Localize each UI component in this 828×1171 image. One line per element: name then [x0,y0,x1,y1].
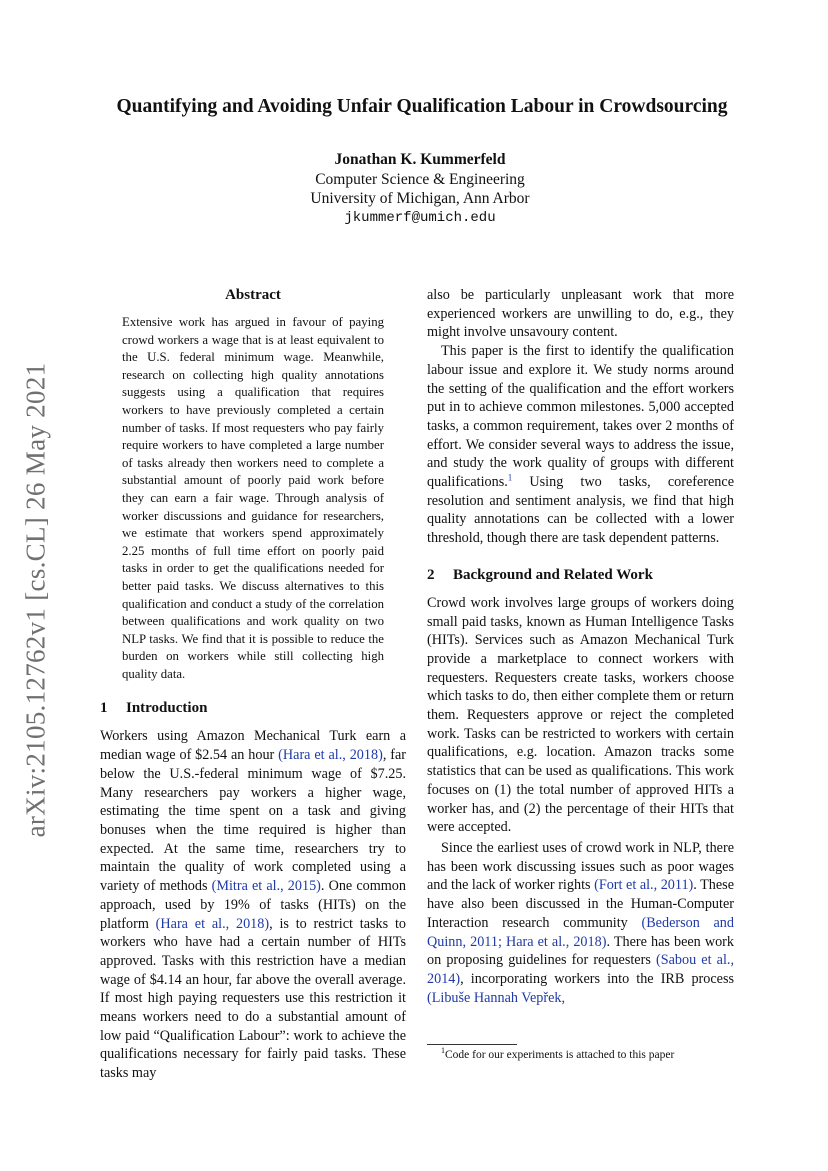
author-name: Jonathan K. Kummerfeld [334,151,506,168]
author-block [200,150,640,228]
citation-link[interactable]: (Fort et al., 2011) [594,877,694,894]
footnote [427,1048,734,1062]
background-paragraph-2 [427,839,734,1007]
text-run: Workers using Amazon Mechanical Turk earn a median wage of $2.54 an hour [100,728,406,764]
text-run: Using two tasks, coreference resolution and sentiment analysis, we find that high quality annotations can be collected with a lower threshold, though there are task dependent patterns. [427,474,734,547]
citation-link[interactable]: (Mitra et al., 2015) [211,878,321,895]
section-heading-background [427,566,734,584]
footnote-number: 1 [441,1046,445,1056]
intro-paragraph-2 [427,342,734,548]
text-run: . These have also been discussed in the Human-Computer Interaction research community [427,877,735,931]
right-column [427,286,734,1007]
abstract-text: Extensive work has argued in favour of paying crowd workers a wage that is at least equivalent to the U.S. federal minimum wage. Meanwhile, research on collecting high quality annotations suggests using a qualification that requires workers to have previously completed a certain number of tasks. If most requesters who pay fairly require workers to have completed a large number of tasks already then workers need to complete a substantial amount of poorly paid work before they can earn a fair wage. Through analysis of worker discussions and guidance for researchers, we estimate that workers spend approximately 2.25 months of full time effort on poorly paid tasks in order to get the qualifications needed for better paid tasks. We discuss alternatives to this qualification and conduct a study of the correlation between qualifications and work quality on two NLP tasks. We find that it is possible to reduce the burden on workers while still collecting high quality data. [122,315,384,681]
citation-link[interactable]: (Bederson and Quinn, 2011; Hara et al., 2018) [427,914,734,950]
text-run: , incorporating workers into the IRB process [460,970,734,987]
footnote-text: Code for our experiments is attached to this paper [445,1049,675,1061]
text-run: This paper is the first to identify the qualification labour issue and explore it. We study norms around the setting of the qualification and the effort workers put in to achieve common milestones. 5,000 accepted tasks, a common requirement, takes over 2 months of effort. We consider several ways to address the issue, and study the work quality of groups with different qualifications. [427,343,734,491]
left-column [100,286,406,1083]
text-run: . One common approach, used by 19% of tasks (HITs) on the platform [100,878,406,932]
citation-link[interactable]: (Hara et al., 2018) [278,747,383,764]
citation-link[interactable]: (Libuše Hannah Vepřek, [427,989,566,1006]
section-number: 1 [100,700,108,717]
footnote-divider [427,1044,517,1045]
author-email: jkummerf@umich.edu [344,209,496,226]
text-run: , is to restrict tasks to workers who have had a certain number of HITs approved. Tasks with this restriction have a median wage of $4.14 an hour, far above the overall average. If most high paying requesters use this restriction it means workers need to do a substantial amount of low paid “Qualification Labour”: work to achieve the qualifications necessary for fairly paid tasks. These tasks may [100,915,406,1082]
section-title: Introduction [126,700,208,717]
author-department: Computer Science & Engineering [315,170,525,188]
author-university: University of Michigan, Ann Arbor [310,190,530,207]
text-run: . There has been work on proposing guidelines for requesters [427,933,734,969]
section-heading-introduction [100,699,406,717]
arxiv-identifier [16,350,56,850]
citation-link[interactable]: (Hara et al., 2018) [155,915,270,932]
abstract-heading: Abstract [225,287,281,303]
intro-paragraph-1 [100,727,406,1082]
text-run: Since the earliest uses of crowd work in NLP, there has been work discussing issues such as poor wages and the lack of worker rights [427,839,734,894]
background-paragraph-1: Crowd work involves large groups of workers doing small paid tasks, known as Human Intelligence Tasks (HITs). Services such as Amazon Mechanical Turk provide a marketplace to connect workers with requesters. Requesters create tasks, workers choose which tasks to do, then either complete them or return them. Requesters approve or reject the completed work. Tasks can be restricted to workers with certain qualifications, e.g. location. Amazon tracks some statistics that can be used as qualifications. This work focuses on (1) the total number of approved HITs a worker has, and (2) the percentage of their HITs that were accepted. [427,594,734,836]
intro-paragraph-1-continued: also be particularly unpleasant work that more experienced workers are unwilling to do, e.g., they might involve unsavoury content. [427,287,734,341]
section-number: 2 [427,566,435,583]
text-run: , far below the U.S.-federal minimum wage of $7.25. Many researchers pay workers a higher wage, estimating the time spent on a task and giving bonuses when the time required is higher than expected. At the same time, researchers try to maintain the quality of work completed using a variety of methods [100,747,406,895]
footnote-marker[interactable]: 1 [507,472,513,483]
citation-link[interactable]: (Sabou et al., 2014) [427,952,734,987]
paper-title: Quantifying and Avoiding Unfair Qualification Labour in Crowdsourcing [116,96,728,117]
section-title: Background and Related Work [453,566,653,583]
arxiv-identifier-text: arXiv:2105.12762v1 [cs.CL] 26 May 2021 [20,362,51,838]
